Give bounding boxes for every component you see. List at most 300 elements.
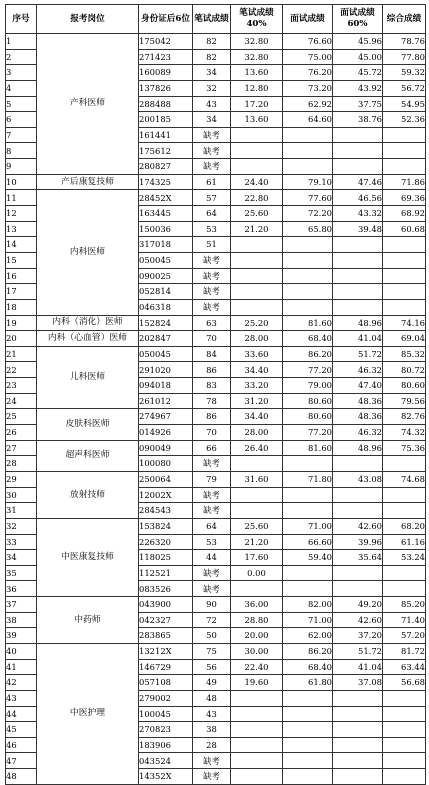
row-seq-cell: 41	[6, 659, 37, 675]
written-score-cell: 61	[193, 174, 231, 190]
id-cell: 153824	[139, 518, 193, 534]
row-seq-cell: 7	[6, 127, 37, 143]
interview-score-cell: 62.00	[283, 628, 333, 644]
position-cell: 儿科医师	[37, 346, 139, 409]
row-seq-cell: 21	[6, 346, 37, 362]
written-40-cell: 36.00	[231, 597, 283, 613]
written-40-cell: 13.60	[231, 65, 283, 81]
row-seq-cell: 8	[6, 143, 37, 159]
total-score-cell: 61.16	[383, 534, 426, 550]
written-score-cell: 70	[193, 425, 231, 441]
written-score-cell: 43	[193, 96, 231, 112]
written-score-cell: 38	[193, 722, 231, 738]
row-seq-cell: 38	[6, 612, 37, 628]
total-score-cell	[383, 753, 426, 769]
interview-60-cell: 46.56	[333, 190, 383, 206]
interview-60-cell	[333, 159, 383, 175]
row-seq-cell: 35	[6, 565, 37, 581]
written-score-cell: 50	[193, 628, 231, 644]
header-total: 综合成绩	[383, 5, 426, 34]
written-score-cell: 53	[193, 534, 231, 550]
header-written: 笔试成绩	[193, 5, 231, 34]
interview-score-cell: 75.00	[283, 49, 333, 65]
interview-score-cell: 68.40	[283, 331, 333, 347]
interview-60-cell: 48.36	[333, 393, 383, 409]
id-cell: 150036	[139, 221, 193, 237]
position-cell: 产科医师	[37, 34, 139, 175]
table-row	[6, 597, 426, 613]
header-interview-60: 面试成绩60%	[333, 5, 383, 34]
written-40-cell: 12.80	[231, 80, 283, 96]
score-table	[5, 4, 426, 785]
id-cell: 118025	[139, 550, 193, 566]
row-seq-cell: 39	[6, 628, 37, 644]
interview-score-cell: 77.20	[283, 425, 333, 441]
total-score-cell	[383, 284, 426, 300]
id-cell: 046318	[139, 299, 193, 315]
interview-60-cell: 47.46	[333, 174, 383, 190]
interview-score-cell: 65.80	[283, 221, 333, 237]
written-score-cell: 82	[193, 34, 231, 50]
id-cell: 200185	[139, 112, 193, 128]
id-cell: 043900	[139, 597, 193, 613]
interview-60-cell: 48.96	[333, 440, 383, 456]
written-score-cell: 缺考	[193, 487, 231, 503]
total-score-cell	[383, 143, 426, 159]
interview-score-cell	[283, 581, 333, 597]
written-score-cell: 缺考	[193, 268, 231, 284]
row-seq-cell: 32	[6, 518, 37, 534]
interview-60-cell	[333, 268, 383, 284]
written-score-cell: 34	[193, 65, 231, 81]
written-40-cell: 28.00	[231, 331, 283, 347]
table-row	[6, 346, 426, 362]
interview-score-cell	[283, 722, 333, 738]
total-score-cell	[383, 503, 426, 519]
id-cell: 112521	[139, 565, 193, 581]
interview-score-cell: 82.00	[283, 597, 333, 613]
total-score-cell: 56.72	[383, 80, 426, 96]
id-cell: 270823	[139, 722, 193, 738]
interview-score-cell: 71.00	[283, 612, 333, 628]
interview-60-cell	[333, 565, 383, 581]
written-40-cell: 26.40	[231, 440, 283, 456]
id-cell: 226320	[139, 534, 193, 550]
written-score-cell: 43	[193, 706, 231, 722]
written-40-cell: 17.20	[231, 96, 283, 112]
interview-60-cell: 46.32	[333, 425, 383, 441]
table-row	[6, 315, 426, 331]
interview-score-cell	[283, 127, 333, 143]
written-score-cell: 缺考	[193, 127, 231, 143]
interview-score-cell: 71.80	[283, 471, 333, 487]
row-seq-cell: 28	[6, 456, 37, 472]
written-score-cell: 34	[193, 112, 231, 128]
total-score-cell	[383, 706, 426, 722]
row-seq-cell: 17	[6, 284, 37, 300]
total-score-cell: 79.56	[383, 393, 426, 409]
id-cell: 050045	[139, 346, 193, 362]
written-40-cell	[231, 737, 283, 753]
total-score-cell: 71.86	[383, 174, 426, 190]
id-cell: 291020	[139, 362, 193, 378]
written-40-cell: 25.20	[231, 315, 283, 331]
interview-60-cell	[333, 299, 383, 315]
written-score-cell: 84	[193, 346, 231, 362]
written-40-cell	[231, 503, 283, 519]
written-40-cell	[231, 581, 283, 597]
written-score-cell: 90	[193, 597, 231, 613]
row-seq-cell: 18	[6, 299, 37, 315]
interview-score-cell	[283, 753, 333, 769]
interview-score-cell: 81.60	[283, 315, 333, 331]
interview-60-cell: 42.60	[333, 612, 383, 628]
interview-60-cell	[333, 284, 383, 300]
total-score-cell	[383, 565, 426, 581]
total-score-cell: 69.36	[383, 190, 426, 206]
written-40-cell	[231, 143, 283, 159]
row-seq-cell: 15	[6, 252, 37, 268]
id-cell: 14352X	[139, 769, 193, 785]
position-cell: 内科（消化）医师	[37, 315, 139, 331]
id-cell: 100080	[139, 456, 193, 472]
total-score-cell: 69.04	[383, 331, 426, 347]
header-interview: 面试成绩	[283, 5, 333, 34]
interview-score-cell	[283, 284, 333, 300]
row-seq-cell: 31	[6, 503, 37, 519]
table-row	[6, 34, 426, 50]
written-40-cell: 25.60	[231, 206, 283, 222]
id-cell: 274967	[139, 409, 193, 425]
interview-60-cell: 37.20	[333, 628, 383, 644]
interview-score-cell	[283, 268, 333, 284]
written-40-cell	[231, 299, 283, 315]
id-cell: 250064	[139, 471, 193, 487]
id-cell: 163445	[139, 206, 193, 222]
interview-60-cell	[333, 252, 383, 268]
total-score-cell	[383, 722, 426, 738]
interview-score-cell	[283, 299, 333, 315]
total-score-cell	[383, 299, 426, 315]
row-seq-cell: 46	[6, 737, 37, 753]
interview-score-cell	[283, 737, 333, 753]
written-40-cell: 13.60	[231, 112, 283, 128]
position-cell: 皮肤科医师	[37, 409, 139, 440]
written-score-cell: 53	[193, 221, 231, 237]
interview-60-cell: 48.96	[333, 315, 383, 331]
written-score-cell: 64	[193, 518, 231, 534]
written-40-cell: 0.00	[231, 565, 283, 581]
total-score-cell: 57.20	[383, 628, 426, 644]
interview-score-cell: 80.60	[283, 393, 333, 409]
written-40-cell	[231, 159, 283, 175]
written-score-cell: 86	[193, 409, 231, 425]
interview-60-cell: 46.32	[333, 362, 383, 378]
written-score-cell: 缺考	[193, 159, 231, 175]
row-seq-cell: 2	[6, 49, 37, 65]
row-seq-cell: 22	[6, 362, 37, 378]
total-score-cell: 82.76	[383, 409, 426, 425]
interview-60-cell: 45.96	[333, 34, 383, 50]
interview-60-cell	[333, 753, 383, 769]
table-body	[6, 34, 426, 785]
table-row	[6, 190, 426, 206]
interview-score-cell	[283, 252, 333, 268]
interview-60-cell	[333, 143, 383, 159]
written-score-cell: 缺考	[193, 503, 231, 519]
row-seq-cell: 44	[6, 706, 37, 722]
total-score-cell	[383, 690, 426, 706]
table-row	[6, 174, 426, 190]
written-40-cell: 28.80	[231, 612, 283, 628]
interview-score-cell	[283, 690, 333, 706]
position-cell: 内科医师	[37, 190, 139, 315]
written-40-cell	[231, 456, 283, 472]
written-score-cell: 51	[193, 237, 231, 253]
interview-60-cell: 41.04	[333, 659, 383, 675]
total-score-cell: 74.16	[383, 315, 426, 331]
table-row	[6, 331, 426, 347]
interview-60-cell	[333, 127, 383, 143]
written-score-cell: 缺考	[193, 456, 231, 472]
row-seq-cell: 34	[6, 550, 37, 566]
interview-60-cell: 51.72	[333, 643, 383, 659]
interview-score-cell	[283, 456, 333, 472]
interview-score-cell: 86.20	[283, 346, 333, 362]
row-seq-cell: 30	[6, 487, 37, 503]
interview-60-cell	[333, 237, 383, 253]
id-cell: 090025	[139, 268, 193, 284]
written-40-cell	[231, 487, 283, 503]
id-cell: 261012	[139, 393, 193, 409]
written-score-cell: 83	[193, 378, 231, 394]
interview-score-cell: 77.60	[283, 190, 333, 206]
interview-60-cell: 48.36	[333, 409, 383, 425]
id-cell: 050045	[139, 252, 193, 268]
interview-score-cell	[283, 237, 333, 253]
written-score-cell: 66	[193, 440, 231, 456]
position-cell: 超声科医师	[37, 440, 139, 471]
id-cell: 090049	[139, 440, 193, 456]
header-written-40: 笔试成绩40%	[231, 5, 283, 34]
id-cell: 284543	[139, 503, 193, 519]
written-score-cell: 57	[193, 190, 231, 206]
id-cell: 283865	[139, 628, 193, 644]
total-score-cell: 54.95	[383, 96, 426, 112]
written-40-cell	[231, 252, 283, 268]
written-score-cell: 缺考	[193, 769, 231, 785]
written-40-cell: 24.40	[231, 174, 283, 190]
id-cell: 152824	[139, 315, 193, 331]
total-score-cell: 75.36	[383, 440, 426, 456]
row-seq-cell: 40	[6, 643, 37, 659]
row-seq-cell: 29	[6, 471, 37, 487]
total-score-cell: 63.44	[383, 659, 426, 675]
written-40-cell	[231, 268, 283, 284]
written-40-cell: 33.60	[231, 346, 283, 362]
header-seq: 序号	[6, 5, 37, 34]
header-row	[6, 5, 426, 34]
row-seq-cell: 45	[6, 722, 37, 738]
written-score-cell: 56	[193, 659, 231, 675]
interview-score-cell	[283, 503, 333, 519]
interview-score-cell: 76.60	[283, 34, 333, 50]
total-score-cell	[383, 737, 426, 753]
written-40-cell	[231, 753, 283, 769]
row-seq-cell: 1	[6, 34, 37, 50]
total-score-cell: 74.68	[383, 471, 426, 487]
interview-score-cell: 76.20	[283, 65, 333, 81]
written-score-cell: 缺考	[193, 284, 231, 300]
id-cell: 014926	[139, 425, 193, 441]
total-score-cell: 60.68	[383, 221, 426, 237]
row-seq-cell: 14	[6, 237, 37, 253]
id-cell: 12002X	[139, 487, 193, 503]
row-seq-cell: 20	[6, 331, 37, 347]
interview-60-cell	[333, 722, 383, 738]
row-seq-cell: 33	[6, 534, 37, 550]
row-seq-cell: 36	[6, 581, 37, 597]
written-40-cell: 31.20	[231, 393, 283, 409]
written-score-cell: 28	[193, 737, 231, 753]
interview-60-cell: 49.20	[333, 597, 383, 613]
row-seq-cell: 11	[6, 190, 37, 206]
written-score-cell: 82	[193, 49, 231, 65]
id-cell: 100045	[139, 706, 193, 722]
written-score-cell: 缺考	[193, 565, 231, 581]
written-40-cell	[231, 127, 283, 143]
written-40-cell: 28.00	[231, 425, 283, 441]
position-cell: 中医护理	[37, 643, 139, 784]
row-seq-cell: 25	[6, 409, 37, 425]
written-score-cell: 63	[193, 315, 231, 331]
written-40-cell	[231, 237, 283, 253]
total-score-cell: 53.24	[383, 550, 426, 566]
id-cell: 042327	[139, 612, 193, 628]
written-40-cell: 21.20	[231, 221, 283, 237]
position-cell: 放射技师	[37, 471, 139, 518]
total-score-cell: 80.60	[383, 378, 426, 394]
row-seq-cell: 3	[6, 65, 37, 81]
id-cell: 137826	[139, 80, 193, 96]
total-score-cell	[383, 237, 426, 253]
row-seq-cell: 27	[6, 440, 37, 456]
id-cell: 094018	[139, 378, 193, 394]
written-40-cell: 22.40	[231, 659, 283, 675]
id-cell: 271423	[139, 49, 193, 65]
interview-60-cell	[333, 690, 383, 706]
row-seq-cell: 43	[6, 690, 37, 706]
position-cell: 中医康复技师	[37, 518, 139, 596]
interview-score-cell: 79.00	[283, 378, 333, 394]
id-cell: 160089	[139, 65, 193, 81]
interview-60-cell	[333, 737, 383, 753]
row-seq-cell: 12	[6, 206, 37, 222]
interview-60-cell	[333, 706, 383, 722]
written-40-cell: 34.40	[231, 362, 283, 378]
written-40-cell: 22.80	[231, 190, 283, 206]
interview-score-cell: 64.60	[283, 112, 333, 128]
interview-60-cell: 43.08	[333, 471, 383, 487]
id-cell: 175042	[139, 34, 193, 50]
interview-60-cell: 47.40	[333, 378, 383, 394]
id-cell: 317018	[139, 237, 193, 253]
interview-score-cell: 81.60	[283, 440, 333, 456]
interview-60-cell: 37.08	[333, 675, 383, 691]
score-table-container	[5, 4, 426, 785]
interview-score-cell: 71.00	[283, 518, 333, 534]
written-40-cell	[231, 284, 283, 300]
table-row	[6, 409, 426, 425]
written-score-cell: 缺考	[193, 252, 231, 268]
written-score-cell: 64	[193, 206, 231, 222]
row-seq-cell: 13	[6, 221, 37, 237]
id-cell: 146729	[139, 659, 193, 675]
interview-score-cell: 61.80	[283, 675, 333, 691]
row-seq-cell: 19	[6, 315, 37, 331]
position-cell: 产后康复技师	[37, 174, 139, 190]
written-score-cell: 缺考	[193, 299, 231, 315]
id-cell: 057108	[139, 675, 193, 691]
total-score-cell: 85.20	[383, 597, 426, 613]
interview-60-cell	[333, 487, 383, 503]
written-score-cell: 缺考	[193, 143, 231, 159]
interview-score-cell: 66.60	[283, 534, 333, 550]
row-seq-cell: 9	[6, 159, 37, 175]
total-score-cell	[383, 456, 426, 472]
interview-score-cell	[283, 565, 333, 581]
row-seq-cell: 24	[6, 393, 37, 409]
total-score-cell	[383, 487, 426, 503]
total-score-cell: 78.76	[383, 34, 426, 50]
interview-score-cell: 68.40	[283, 659, 333, 675]
total-score-cell: 56.68	[383, 675, 426, 691]
id-cell: 083526	[139, 581, 193, 597]
written-score-cell: 79	[193, 471, 231, 487]
written-40-cell	[231, 690, 283, 706]
row-seq-cell: 23	[6, 378, 37, 394]
interview-60-cell: 45.72	[333, 65, 383, 81]
written-40-cell: 20.00	[231, 628, 283, 644]
written-40-cell: 30.00	[231, 643, 283, 659]
interview-score-cell: 72.20	[283, 206, 333, 222]
table-row	[6, 471, 426, 487]
id-cell: 043524	[139, 753, 193, 769]
interview-60-cell: 43.32	[333, 206, 383, 222]
interview-score-cell	[283, 706, 333, 722]
id-cell: 174325	[139, 174, 193, 190]
row-seq-cell: 4	[6, 80, 37, 96]
total-score-cell	[383, 268, 426, 284]
row-seq-cell: 10	[6, 174, 37, 190]
row-seq-cell: 6	[6, 112, 37, 128]
row-seq-cell: 47	[6, 753, 37, 769]
id-cell: 28452X	[139, 190, 193, 206]
total-score-cell: 68.20	[383, 518, 426, 534]
interview-60-cell: 38.76	[333, 112, 383, 128]
header-position: 报考岗位	[37, 5, 139, 34]
written-score-cell: 75	[193, 643, 231, 659]
written-40-cell: 33.20	[231, 378, 283, 394]
interview-60-cell: 39.96	[333, 534, 383, 550]
interview-score-cell: 79.10	[283, 174, 333, 190]
interview-60-cell	[333, 503, 383, 519]
written-score-cell: 缺考	[193, 581, 231, 597]
total-score-cell: 59.32	[383, 65, 426, 81]
total-score-cell: 68.92	[383, 206, 426, 222]
written-40-cell: 34.40	[231, 409, 283, 425]
position-cell: 内科（心血管）医师	[37, 331, 139, 347]
